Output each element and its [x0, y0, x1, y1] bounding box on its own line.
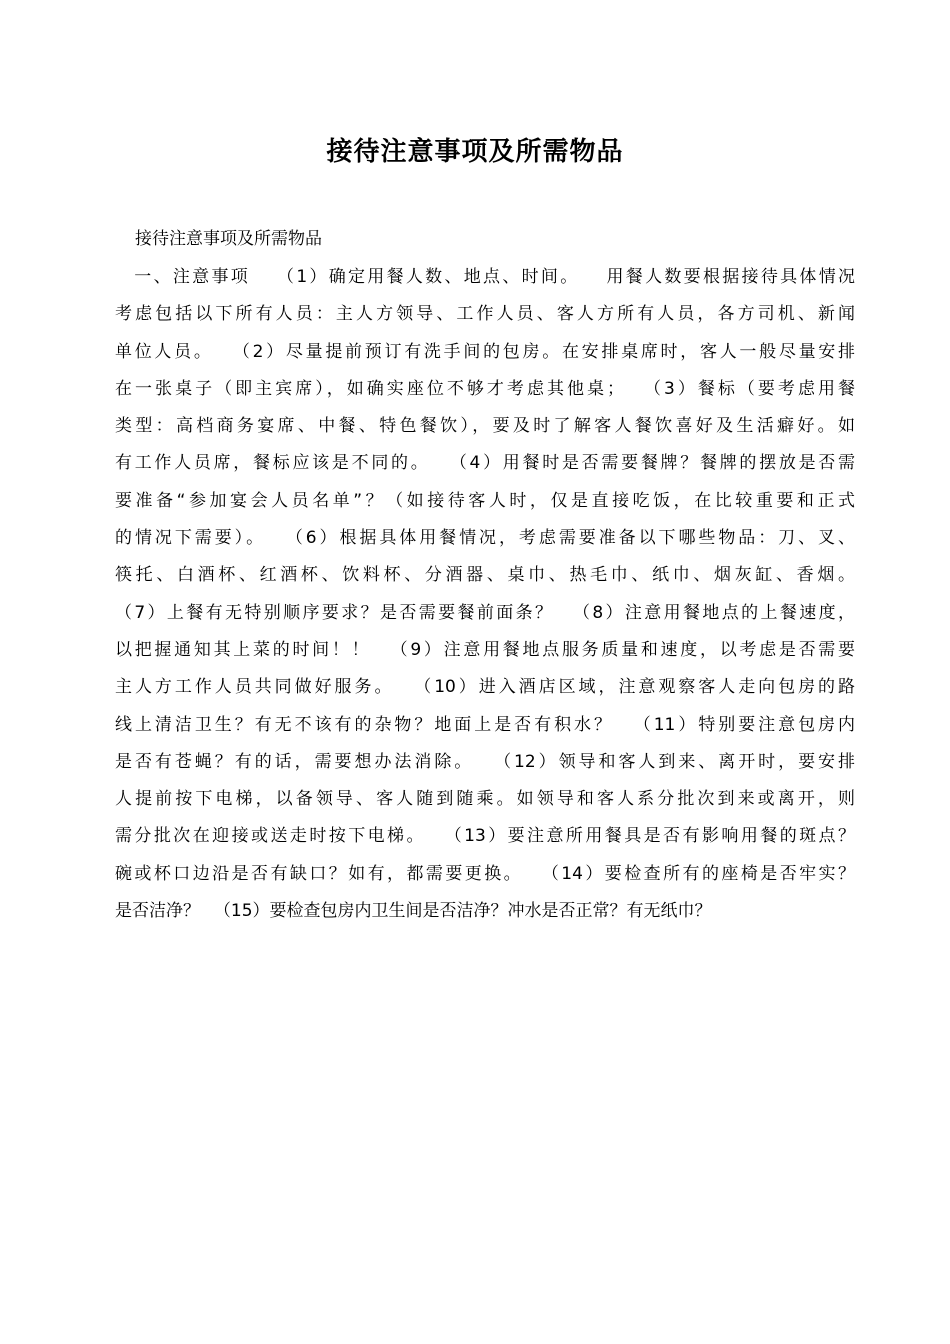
- paragraph-line: 一、注意事项 （1）确定用餐人数、地点、时间。 用餐人数要根据接待具体情况: [115, 267, 855, 287]
- page-title: 接待注意事项及所需物品: [326, 137, 624, 167]
- paragraph-line: 筷托、白酒杯、红酒杯、饮料杯、分酒器、桌巾、热毛巾、纸巾、烟灰缸、香烟。: [115, 565, 855, 586]
- paragraph-line: 单位人员。 （2）尽量提前预订有洗手间的包房。在安排桌席时，客人一般尽量安排: [115, 341, 855, 362]
- paragraph-line: 以把握通知其上菜的时间！！ （9）注意用餐地点服务质量和速度，以考虑是否需要: [115, 639, 855, 660]
- paragraph-line: 主人方工作人员共同做好服务。 （10）进入酒店区域，注意观察客人走向包房的路: [115, 677, 855, 698]
- paragraph-line: 人提前按下电梯，以备领导、客人随到随乘。如领导和客人系分批次到来或离开，则: [115, 789, 855, 810]
- paragraph-line: 考虑包括以下所有人员：主人方领导、工作人员、客人方所有人员，各方司机、新闻: [115, 304, 855, 325]
- paragraph-line: 的情况下需要）。 （6）根据具体用餐情况，考虑需要准备以下哪些物品：刀、叉、: [115, 528, 855, 549]
- paragraph-line: 类型：高档商务宴席、中餐、特色餐饮），要及时了解客人餐饮喜好及生活癖好。如: [115, 416, 855, 437]
- paragraph-line: 碗或杯口边沿是否有缺口？如有，都需要更换。 （14）要检查所有的座椅是否牢实？: [115, 863, 855, 884]
- document-subtitle: 接待注意事项及所需物品: [135, 229, 322, 249]
- paragraph-line: 是否洁净？ （15）要检查包房内卫生间是否洁净？冲水是否正常？有无纸巾？: [115, 901, 712, 922]
- body-paragraph: [115, 259, 855, 930]
- paragraph-line: 需分批次在迎接或送走时按下电梯。 （13）要注意所用餐具是否有影响用餐的斑点？: [115, 826, 855, 847]
- paragraph-line: 在一张桌子（即主宾席），如确实座位不够才考虑其他桌； （3）餐标（要考虑用餐: [115, 378, 855, 399]
- paragraph-line: （7）上餐有无特别顺序要求？是否需要餐前面条？ （8）注意用餐地点的上餐速度，: [115, 602, 855, 623]
- paragraph-line: 线上清洁卫生？有无不该有的杂物？地面上是否有积水？ （11）特别要注意包房内: [115, 714, 855, 735]
- paragraph-line: 是否有苍蝇？有的话，需要想办法消除。 （12）领导和客人到来、离开时，要安排: [115, 751, 855, 772]
- paragraph-line: 有工作人员席，餐标应该是不同的。 （4）用餐时是否需要餐牌？餐牌的摆放是否需: [115, 453, 855, 474]
- paragraph-line: 要准备“参加宴会人员名单”？（如接待客人时，仅是直接吃饭，在比较重要和正式: [115, 490, 855, 511]
